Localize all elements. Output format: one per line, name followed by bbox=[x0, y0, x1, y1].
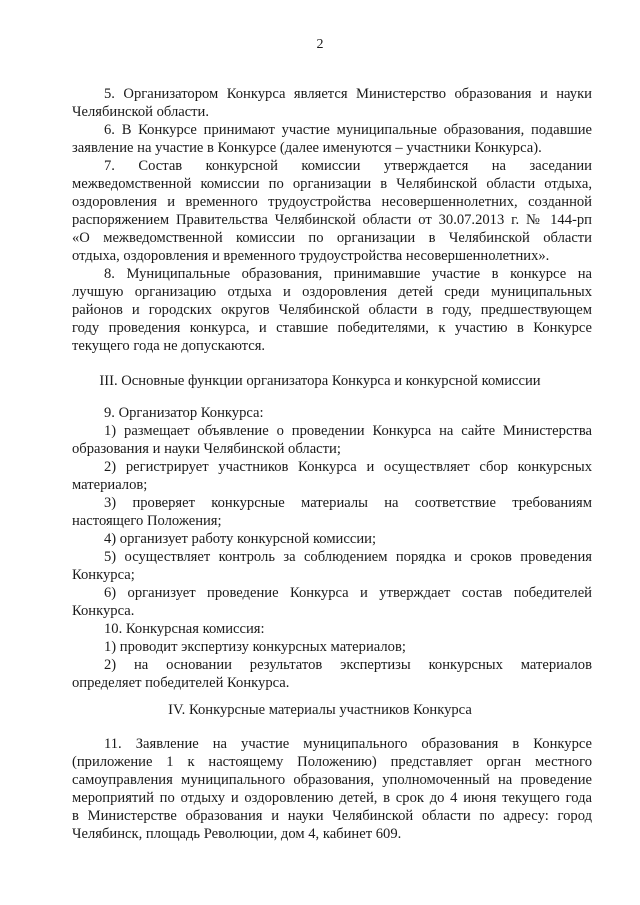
paragraph-7-line-5: «О межведомственной комиссии по организации в Челябинской области bbox=[72, 230, 592, 246]
paragraph-9-item-2-line-1: 2) регистрирует участников Конкурса и осуществляет сбор конкурсных bbox=[104, 459, 592, 475]
paragraph-8-line-1: 8. Муниципальные образования, принимавшие участие в конкурсе на bbox=[104, 266, 592, 282]
paragraph-7-line-3: оздоровления и временного трудоустройства несовершеннолетних, созданной bbox=[72, 194, 592, 210]
paragraph-8-line-3: районов и городских округов Челябинской области в году, предшествующем bbox=[72, 302, 592, 318]
paragraph-10-item-2-line-2: определяет победителей Конкурса. bbox=[72, 675, 290, 691]
paragraph-7-line-2: межведомственной комиссии по организации в Челябинской области отдыха, bbox=[72, 176, 592, 192]
paragraph-9-item-6-line-2: Конкурса. bbox=[72, 603, 135, 619]
paragraph-11-line-2: (приложение 1 к настоящему Положению) представляет орган местного bbox=[72, 754, 592, 770]
paragraph-11-line-3: самоуправления муниципального образования, уполномоченный на проведение bbox=[72, 772, 592, 788]
paragraph-11-line-6: Челябинск, площадь Революции, дом 4, кабинет 609. bbox=[72, 826, 402, 842]
paragraph-9-item-2-line-2: материалов; bbox=[72, 477, 148, 493]
paragraph-9-item-4: 4) организует работу конкурсной комиссии; bbox=[104, 531, 376, 547]
section-4-heading: IV. Конкурсные материалы участников Конкурса bbox=[168, 702, 472, 718]
paragraph-8-line-4: году проведения конкурса, и ставшие победителями, к участию в Конкурсе bbox=[72, 320, 592, 336]
paragraph-10-item-1: 1) проводит экспертизу конкурсных материалов; bbox=[104, 639, 406, 655]
page-number: 2 bbox=[316, 37, 324, 52]
paragraph-9-title: 9. Организатор Конкурса: bbox=[104, 405, 264, 421]
paragraph-10-title: 10. Конкурсная комиссия: bbox=[104, 621, 265, 637]
paragraph-6-line-1: 6. В Конкурсе принимают участие муниципальные образования, подавшие bbox=[104, 122, 592, 138]
paragraph-8-line-5: текущего года не допускаются. bbox=[72, 338, 266, 354]
paragraph-9-item-5-line-2: Конкурса; bbox=[72, 567, 135, 583]
paragraph-10-item-2-line-1: 2) на основании результатов экспертизы конкурсных материалов bbox=[104, 657, 592, 673]
paragraph-11-line-4: мероприятий по отдыху и оздоровлению детей, в срок до 4 июня текущего года bbox=[72, 790, 592, 806]
section-3-heading: III. Основные функции организатора Конкурса и конкурсной комиссии bbox=[99, 373, 541, 389]
paragraph-9-item-6-line-1: 6) организует проведение Конкурса и утверждает состав победителей bbox=[104, 585, 592, 601]
paragraph-9-item-3-line-1: 3) проверяет конкурсные материалы на соответствие требованиям bbox=[104, 495, 592, 511]
paragraph-7-line-6: отдыха, оздоровления и временного трудоустройства несовершеннолетних». bbox=[72, 248, 550, 264]
paragraph-7-line-1: 7. Состав конкурсной комиссии утверждается на заседании bbox=[104, 158, 592, 174]
paragraph-9-item-5-line-1: 5) осуществляет контроль за соблюдением порядка и сроков проведения bbox=[104, 549, 592, 565]
paragraph-11-line-5: в Министерстве образования и науки Челябинской области по адресу: город bbox=[72, 808, 592, 824]
paragraph-9-item-1-line-2: образования и науки Челябинской области; bbox=[72, 441, 341, 457]
paragraph-9-item-1-line-1: 1) размещает объявление о проведении Конкурса на сайте Министерства bbox=[104, 423, 592, 439]
paragraph-5-line-2: Челябинской области. bbox=[72, 104, 210, 120]
paragraph-7-line-4: распоряжением Правительства Челябинской области от 30.07.2013 г. № 144-рп bbox=[72, 212, 592, 228]
paragraph-5-line-1: 5. Организатором Конкурса является Министерство образования и науки bbox=[104, 86, 592, 102]
paragraph-8-line-2: лучшую организацию отдыха и оздоровления детей среди муниципальных bbox=[72, 284, 592, 300]
paragraph-9-item-3-line-2: настоящего Положения; bbox=[72, 513, 222, 529]
paragraph-11-line-1: 11. Заявление на участие муниципального образования в Конкурсе bbox=[104, 736, 592, 752]
paragraph-6-line-2: заявление на участие в Конкурсе (далее именуются – участники Конкурса). bbox=[72, 140, 542, 156]
